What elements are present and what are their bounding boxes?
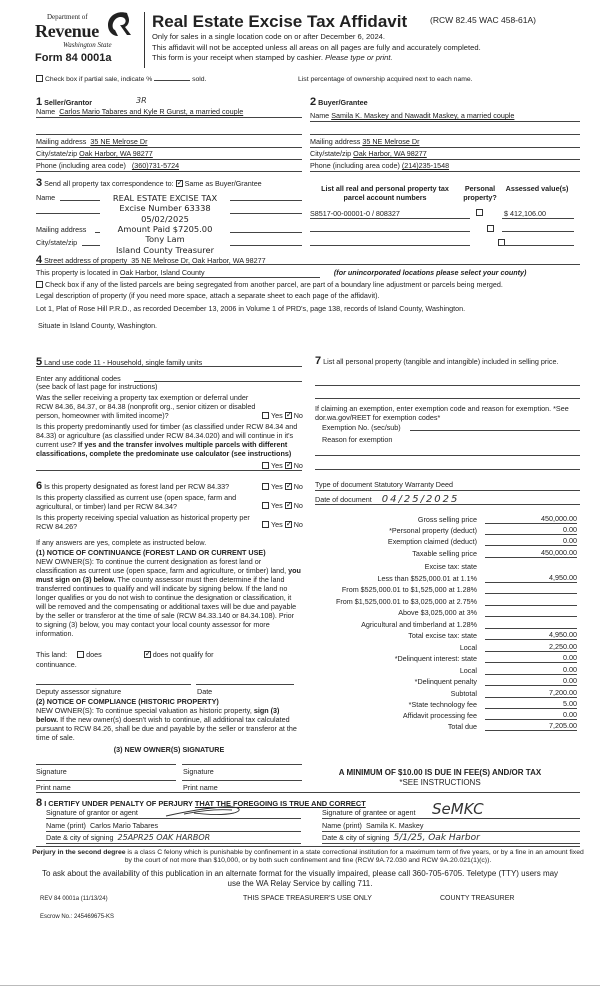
forest-q2-yes-no: Yes ✓ No bbox=[262, 501, 303, 510]
header-line-3: This form is your receipt when stamped by cashier. Please type or print. bbox=[152, 53, 393, 62]
tax-row bbox=[305, 571, 580, 583]
tax-row-label: From $525,000.01 to $1,525,000 at 1.28% bbox=[341, 585, 477, 594]
tax-row bbox=[305, 698, 580, 709]
tax-row-value[interactable]: 4,950.00 bbox=[485, 630, 577, 640]
buyer-name-field-2[interactable] bbox=[310, 124, 580, 135]
tax-row-label: Above $3,025,000 at 3% bbox=[398, 608, 477, 617]
exemption-no-checkbox[interactable] bbox=[285, 412, 292, 419]
header-divider bbox=[144, 12, 145, 68]
washington-state-label: Washington State bbox=[63, 41, 112, 49]
tax-row-value[interactable] bbox=[485, 596, 577, 606]
does-not-qualify-checkbox[interactable] bbox=[144, 651, 151, 658]
notice-continuance-text: NEW OWNER(S): To continue the current designation as forest land or classification as current use (open space, farm and agriculture, or timber) land, you must sign on (3) below. The county assessor must then determine if the land transferred continues to qualify and will indicate by signing below. If the land no longer qualifies or you do not wish to continue the designation or classification, it will be removed and the compensating or additional taxes will be due and payable by the seller or transferor at the time of sale (RCW 84.33.140 or 84.34.108). Prior to signing (3) below, you may contact your local county assessor for more information. bbox=[36, 557, 301, 638]
tax-row-value[interactable]: 0.00 bbox=[485, 525, 577, 535]
exemption-yes-no: Yes ✓ No bbox=[262, 411, 303, 420]
parcel-col-header: List all real and personal property tax parcel account numbers bbox=[321, 184, 449, 202]
tax-table bbox=[305, 512, 580, 731]
tax-row bbox=[305, 675, 580, 687]
perjury-note: Perjury in the second degree is a class C felony which is punishable by confinement in a state correctional institution for a maximum term of five years, or by a fine in an amount fixed by the court of not more than $10,000, or by both such confinement and fine (RCW 9A.72.030 and RCW 9A.20.021(1)(c)). bbox=[32, 849, 584, 865]
legal-description-line-2: Situate in Island County, Washington. bbox=[38, 321, 158, 330]
tax-row-value[interactable]: 5.00 bbox=[485, 699, 577, 709]
tax-row bbox=[305, 606, 580, 618]
parcel-row-2[interactable] bbox=[310, 222, 470, 232]
seller-name-field-2[interactable] bbox=[36, 124, 302, 135]
buyer-heading: 2 Buyer/Grantee bbox=[310, 96, 368, 108]
tax-row-label: Less than $525,000.01 at 1.1% bbox=[377, 573, 477, 583]
tax-row-label: *Delinquent penalty bbox=[414, 677, 477, 686]
exemption-text: If claiming an exemption, enter exemption code and reason for exemption. *See dor.wa.gov/REET for exemption codes* bbox=[315, 404, 569, 422]
tax-row bbox=[305, 720, 580, 731]
additional-codes-field[interactable] bbox=[134, 381, 302, 382]
perjury-rule bbox=[36, 846, 580, 847]
parcel-row-1-value[interactable]: $ 412,106.00 bbox=[502, 209, 574, 219]
new-owner-signature-title: (3) NEW OWNER(S) SIGNATURE bbox=[113, 745, 225, 754]
tax-row-value[interactable]: 0.00 bbox=[485, 536, 577, 546]
tax-row bbox=[305, 617, 580, 629]
parcel-row-2-value[interactable] bbox=[502, 222, 574, 232]
tax-row-value[interactable]: 450,000.00 bbox=[485, 548, 577, 558]
tax-row-label: Excise tax: state bbox=[424, 561, 477, 571]
form-rcw: (RCW 82.45 WAC 458-61A) bbox=[430, 15, 536, 25]
buyer-city-field[interactable]: City/state/zip Oak Harbor, WA 98277 bbox=[310, 149, 580, 160]
tax-row-value[interactable]: 0.00 bbox=[485, 676, 577, 686]
tax-row-label: Local bbox=[459, 665, 477, 675]
rev-label: REV 84 0001a (11/13/24) bbox=[40, 896, 108, 902]
correspondence-city-label: City/state/zip bbox=[36, 238, 78, 247]
header-line-1: Only for sales in a single location code on or after December 6, 2024. bbox=[152, 32, 386, 41]
tax-row bbox=[305, 546, 580, 558]
forest-q1-yes-checkbox[interactable] bbox=[262, 483, 269, 490]
this-land-row: This land: does ✓ does not qualify for bbox=[36, 650, 302, 659]
certify-heading: 8 I CERTIFY UNDER PENALTY OF PERJURY THAT THE FOREGOING IS TRUE AND CORRECT bbox=[36, 797, 366, 809]
segregated-row: Check box if any of the listed parcels are being segregated from another parcel, are part of a boundary line adjustment or parcels being merged. bbox=[36, 280, 596, 289]
header-line-2: This affidavit will not be accepted unless all areas on all pages are fully and accurately completed. bbox=[152, 43, 481, 52]
tax-row bbox=[305, 583, 580, 595]
doc-type-field[interactable]: Type of document Statutory Warranty Deed bbox=[315, 480, 580, 491]
tax-row-value[interactable] bbox=[485, 619, 577, 629]
forest-q3-no-checkbox[interactable] bbox=[285, 521, 292, 528]
tax-row-label: Total excise tax: state bbox=[408, 631, 477, 640]
parcel-row-3[interactable] bbox=[310, 236, 470, 246]
correspondence-heading: 3 Send all property tax correspondence to: ✓ Same as Buyer/Grantee bbox=[36, 177, 262, 191]
tax-row-value[interactable]: 0.00 bbox=[485, 665, 577, 675]
personal-property-field-2[interactable] bbox=[315, 398, 580, 399]
partial-sale-row: Check box if partial sale, indicate % sold. bbox=[36, 75, 206, 84]
personal-property-label: 7 List all personal property (tangible and intangible) included in selling price. bbox=[315, 355, 559, 367]
signature-label-2: Signature bbox=[183, 767, 214, 776]
partial-sale-checkbox[interactable] bbox=[36, 75, 43, 82]
form-number: Form 84 0001a bbox=[35, 52, 112, 64]
tax-row-value[interactable]: 450,000.00 bbox=[485, 514, 577, 524]
tax-row-label: *Delinquent interest: state bbox=[394, 654, 477, 663]
print-name-label-1: Print name bbox=[36, 783, 71, 792]
new-owner-print-2[interactable] bbox=[182, 780, 302, 781]
located-in-row: This property is located in Oak Harbor, Island County (for unincorporated locations please select your county) bbox=[36, 268, 527, 277]
timber-underline bbox=[36, 462, 302, 471]
forest-q2-no-checkbox[interactable] bbox=[285, 502, 292, 509]
tax-row-label: Affidavit processing fee bbox=[402, 710, 477, 720]
personal-col-header: Personal property? bbox=[463, 184, 497, 202]
notice-continuance-title: (1) NOTICE OF CONTINUANCE (FOREST LAND OR CURRENT USE) bbox=[36, 548, 266, 557]
seller-mailing-field[interactable]: Mailing address 35 NE Melrose Dr bbox=[36, 137, 302, 148]
assessed-col-header: Assessed value(s) bbox=[505, 184, 569, 193]
tax-row-label: Exemption claimed (deduct) bbox=[387, 536, 477, 546]
street-address-field[interactable]: 4 Street address of property 35 NE Melrose Dr, Oak Harbor, WA 98277 bbox=[36, 254, 580, 265]
notice-compliance-text: NEW OWNER(S): To continue special valuation as historic property, sign (3) below. If the new owner(s) doesn't wish to continue, all additional tax calculated pursuant to RCW 84.26, shall be due and payable by the seller or transferor at the time of sale. bbox=[36, 706, 297, 742]
tax-row-label: Taxable selling price bbox=[412, 548, 477, 558]
tax-row bbox=[305, 629, 580, 641]
continuance-label: continuance. bbox=[36, 660, 77, 669]
signature-label-1: Signature bbox=[36, 767, 67, 776]
deputy-date-field[interactable] bbox=[196, 684, 294, 685]
see-instructions-note: *SEE INSTRUCTIONS bbox=[399, 778, 481, 787]
parcel-row-1-personal-checkbox[interactable] bbox=[476, 209, 483, 216]
forest-q2: Is this property classified as current use (open space, farm and agricultural, or timber) land per RCW 84.34? bbox=[36, 493, 237, 511]
tax-row-label: Agricultural and timberland at 1.28% bbox=[361, 619, 477, 629]
does-qualify-checkbox[interactable] bbox=[77, 651, 84, 658]
notice-compliance-title: (2) NOTICE OF COMPLIANCE (HISTORIC PROPERTY) bbox=[36, 697, 219, 706]
forest-q1: 6 Is this property designated as forest land per RCW 84.33? bbox=[36, 480, 230, 492]
escrow-number: Escrow No.: 245469675-KS bbox=[40, 914, 115, 920]
scan-bottom-edge bbox=[0, 985, 600, 986]
new-owner-signature-2[interactable] bbox=[182, 764, 302, 765]
if-yes-note: If any answers are yes, complete as instructed below. bbox=[36, 538, 207, 547]
seller-handwritten-note: 3R bbox=[136, 96, 147, 105]
tax-row bbox=[305, 524, 580, 535]
tax-row-value[interactable]: 4,950.00 bbox=[485, 573, 577, 583]
same-as-buyer-checkbox[interactable] bbox=[176, 180, 183, 187]
tax-row-label: Total due bbox=[447, 721, 477, 731]
tax-row-label: *State technology fee bbox=[408, 699, 477, 709]
forest-q3: Is this property receiving special valuation as historical property per RCW 84.26? bbox=[36, 513, 250, 531]
tax-row-label: *Personal property (deduct) bbox=[389, 525, 477, 535]
forest-q3-yes-no: Yes ✓ No bbox=[262, 520, 303, 529]
buyer-name-field[interactable]: Name Samila K. Maskey and Nawadit Maskey, a married couple bbox=[310, 111, 580, 122]
tax-row-label: From $1,525,000.01 to $3,025,000 at 2.75% bbox=[335, 596, 477, 606]
treasurer-use-label: THIS SPACE TREASURER'S USE ONLY bbox=[243, 895, 372, 902]
treasurer-stamp: REAL ESTATE EXCISE TAX Excise Number 63338 05/02/2025 Amount Paid $7205.00 Tony Lam Island County Treasurer bbox=[100, 193, 230, 255]
forest-q2-yes-checkbox[interactable] bbox=[262, 502, 269, 509]
personal-property-field-1[interactable] bbox=[315, 385, 580, 386]
parcel-row-1[interactable]: S8517-00-00001-0 / 808327 bbox=[310, 209, 470, 219]
tax-row bbox=[305, 512, 580, 524]
grantee-name-field[interactable]: Name (print) Samila K. Maskey bbox=[322, 821, 580, 832]
deputy-signature-label: Deputy assessor signature bbox=[36, 687, 122, 696]
correspondence-mailing-label: Mailing address bbox=[36, 225, 87, 234]
doc-date-field[interactable]: Date of document 04/25/2025 bbox=[315, 494, 580, 505]
grantor-signature-scribble-icon bbox=[164, 804, 254, 818]
forest-q3-yes-checkbox[interactable] bbox=[262, 521, 269, 528]
tax-row-value[interactable] bbox=[485, 607, 577, 617]
seller-name-field[interactable]: Name Carlos Mario Tabares and Kyle R Gunst, a married couple bbox=[36, 107, 302, 118]
tax-row bbox=[305, 686, 580, 698]
revenue-label: Revenue bbox=[35, 21, 99, 41]
print-name-label-2: Print name bbox=[183, 783, 218, 792]
land-use-code-field[interactable]: 5 Land use code 11 - Household, single family units bbox=[36, 356, 302, 367]
additional-codes-label: Enter any additional codes bbox=[36, 374, 121, 383]
seller-phone-field[interactable]: Phone (including area code) (360)731-5724 bbox=[36, 161, 302, 172]
exemption-question: Was the seller receiving a property tax exemption or deferral under RCW 84.36, 84.37, or 84.38 (nonprofit org., senior citizen or disabled person, homeowner with limited income)? bbox=[36, 393, 256, 420]
tax-row-value[interactable]: 2,250.00 bbox=[485, 642, 577, 652]
alt-format-note: To ask about the availability of this publication in an alternate format for the visually impaired, please call 360-705-6705. Teletype (TTY) users may use the WA Relay Service by calling 711. bbox=[41, 869, 559, 888]
tax-row-value[interactable]: 0.00 bbox=[485, 653, 577, 663]
new-owner-signature-1[interactable] bbox=[36, 764, 176, 765]
grantor-date-field[interactable]: Date & city of signing 25APR25 OAK HARBOR bbox=[46, 833, 301, 844]
dept-of-label: Department of bbox=[47, 13, 88, 21]
legal-description-line-1: Lot 1, Plat of Rose Hill P.R.D., as recorded December 13, 2006 in Volume 1 of PRD's, page 138, records of Island County, Washington. bbox=[36, 304, 466, 313]
parcel-row-2-personal-checkbox[interactable] bbox=[487, 225, 494, 232]
timber-yes-no: Yes ✓ No bbox=[262, 461, 303, 470]
tax-row bbox=[305, 594, 580, 606]
seller-heading: 1 Seller/Grantor bbox=[36, 96, 93, 108]
tax-row-label: Local bbox=[459, 642, 477, 652]
exemption-no-field[interactable] bbox=[410, 430, 580, 431]
deputy-date-label: Date bbox=[197, 687, 213, 696]
tax-row bbox=[305, 640, 580, 652]
correspondence-name-label: Name bbox=[36, 193, 56, 202]
parcel-row-3-value[interactable] bbox=[502, 236, 574, 246]
county-treasurer-label: COUNTY TREASURER bbox=[440, 895, 515, 902]
seller-city-field[interactable]: City/state/zip Oak Harbor, WA 98277 bbox=[36, 149, 302, 160]
segregated-checkbox[interactable] bbox=[36, 281, 43, 288]
tax-row bbox=[305, 558, 580, 571]
new-owner-print-1[interactable] bbox=[36, 780, 176, 781]
tax-row-value[interactable] bbox=[485, 584, 577, 594]
tax-row-label: Subtotal bbox=[450, 688, 477, 698]
tax-row bbox=[305, 663, 580, 675]
deputy-signature-field[interactable] bbox=[36, 684, 191, 685]
tax-row-value[interactable]: 7,200.00 bbox=[485, 688, 577, 698]
buyer-mailing-field[interactable]: Mailing address 35 NE Melrose Dr bbox=[310, 137, 580, 148]
tax-row-label: Gross selling price bbox=[417, 514, 477, 524]
located-in-field[interactable]: Oak Harbor, Island County bbox=[120, 268, 320, 278]
grantor-name-field[interactable]: Name (print) Carlos Mario Tabares bbox=[46, 821, 301, 832]
reason-label: Reason for exemption bbox=[322, 435, 393, 444]
dor-logo bbox=[35, 10, 130, 70]
exemption-yes-checkbox[interactable] bbox=[262, 412, 269, 419]
grantee-signature-field[interactable]: Signature of grantee or agent SeMKC bbox=[322, 808, 580, 819]
minimum-due-note: A MINIMUM OF $10.00 IS DUE IN FEE(S) AND/OR TAX bbox=[338, 768, 542, 777]
timber-question: Is this property predominantly used for timber (as classified under RCW 84.34 and 84.33) or agriculture (as classified under RCW 84.34.020) and will continue in it's current use? If yes and the transfer involves multiple parcels with different classifications, complete the predominate use calculator (see instructions) bbox=[36, 422, 298, 458]
reason-field-2[interactable] bbox=[315, 469, 580, 470]
section-8-top-rule bbox=[36, 792, 580, 793]
ownership-note: List percentage of ownership acquired next to each name. bbox=[298, 76, 473, 83]
tax-row bbox=[305, 709, 580, 720]
forest-q1-no-checkbox[interactable] bbox=[285, 483, 292, 490]
legal-description-label: Legal description of property (if you need more space, attach a separate sheet to each page of the affidavit). bbox=[36, 291, 380, 300]
exemption-no-label: Exemption No. (sec/sub) bbox=[322, 423, 401, 432]
tax-row bbox=[305, 535, 580, 546]
tax-row-value[interactable]: 0.00 bbox=[485, 710, 577, 720]
forest-q1-yes-no: Yes ✓ No bbox=[262, 482, 303, 491]
buyer-phone-field[interactable]: Phone (including area code) (214)235-1548 bbox=[310, 161, 580, 172]
partial-sale-percent-input[interactable] bbox=[154, 80, 190, 81]
tax-row bbox=[305, 652, 580, 664]
reason-field-1[interactable] bbox=[315, 455, 580, 456]
additional-codes-note: (see back of last page for instructions) bbox=[36, 382, 158, 391]
grantor-signature-field[interactable]: Signature of grantor or agent bbox=[46, 808, 301, 819]
tax-row-value[interactable]: 7,205.00 bbox=[485, 721, 577, 731]
form-title: Real Estate Excise Tax Affidavit bbox=[152, 12, 408, 31]
grantee-date-field[interactable]: Date & city of signing 5/1/25, Oak Harbor bbox=[322, 833, 580, 844]
dor-logo-icon bbox=[105, 10, 131, 38]
